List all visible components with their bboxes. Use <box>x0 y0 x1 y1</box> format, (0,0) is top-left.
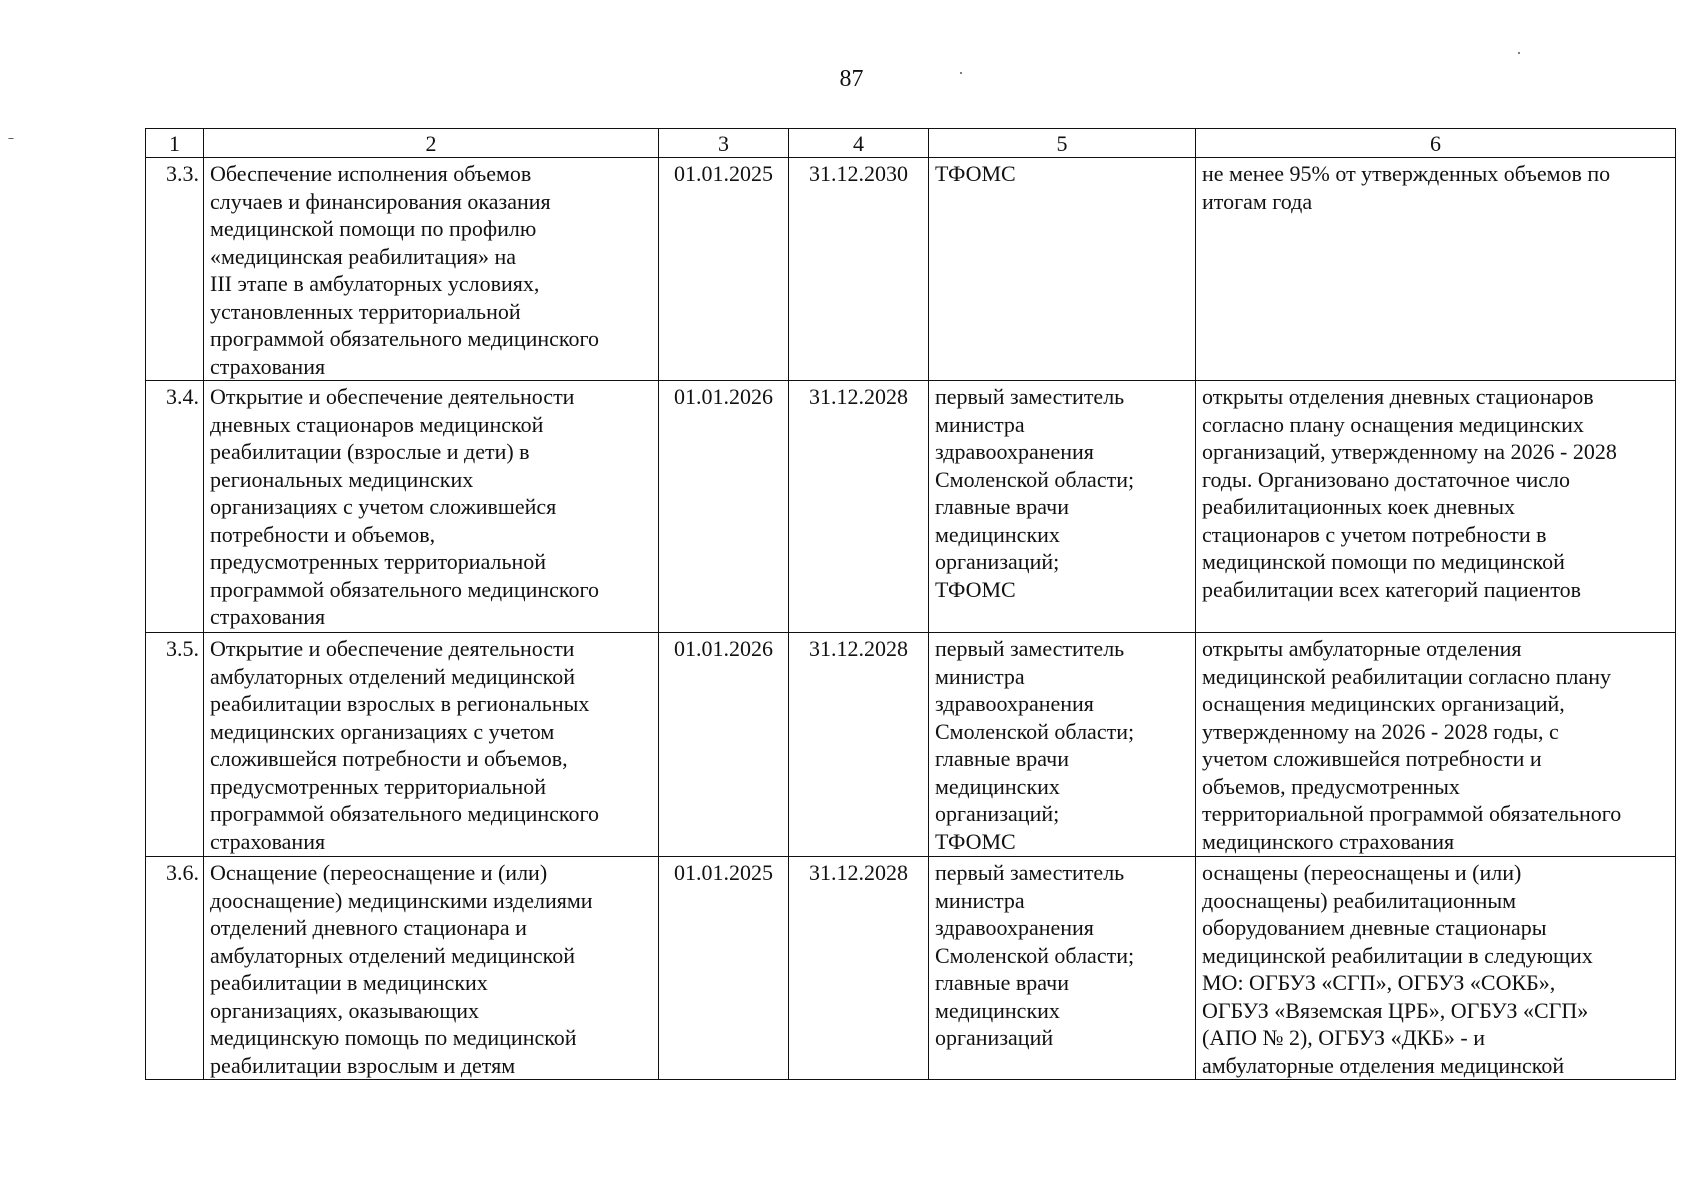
measure-description-line: страхования <box>210 353 326 379</box>
measure-description <box>204 633 659 857</box>
measure-description-line: Открытие и обеспечение деятельности <box>210 636 575 661</box>
measure-description-line: дневных стационаров медицинской <box>210 411 544 437</box>
measure-description-line: предусмотренных территориальной <box>210 773 547 799</box>
start-date: 01.01.2025 <box>659 158 789 381</box>
column-header: 4 <box>789 129 929 158</box>
measure-description-line: реабилитации взрослых в региональных <box>210 691 590 716</box>
measure-description-line: Открытие и обеспечение деятельности <box>210 384 575 409</box>
measure-description-line: региональных медицинских <box>210 466 474 492</box>
row-number: 3.5. <box>146 633 204 857</box>
end-date: 31.12.2028 <box>789 381 929 633</box>
table-row <box>146 857 1676 1080</box>
measure-description-line: медицинских организациях с учетом <box>210 718 555 744</box>
expected-result-line: (АПО № 2), ОГБУЗ «ДКБ» - и <box>1202 1025 1485 1050</box>
scan-speck <box>8 138 14 139</box>
measure-description-line: Оснащение (переоснащение и (или) <box>210 860 548 885</box>
responsible-parties-line: министра <box>935 411 1025 437</box>
expected-result <box>1196 633 1676 857</box>
table-header-row <box>146 129 1676 158</box>
responsible-parties-line: Смоленской области; <box>935 942 1135 968</box>
column-header: 6 <box>1196 129 1676 158</box>
responsible-parties-line: организаций; <box>935 549 1060 574</box>
responsible-parties-line: медицинских <box>935 773 1060 799</box>
expected-result-line: утвержденному на 2026 - 2028 годы, с <box>1202 718 1559 744</box>
measure-description-line: реабилитации (взрослые и дети) в <box>210 439 530 464</box>
responsible-parties-line: первый заместитель <box>935 636 1125 661</box>
expected-result-line: ОГБУЗ «Вяземская ЦРБ», ОГБУЗ «СГП» <box>1202 997 1589 1023</box>
end-date: 31.12.2028 <box>789 857 929 1080</box>
measure-description-line: страхования <box>210 604 326 629</box>
measure-description-line: программой обязательного медицинского <box>210 801 599 826</box>
measure-description-line: реабилитации взрослым и детям <box>210 1052 516 1078</box>
expected-result-line: территориальной программой обязательного <box>1202 801 1622 826</box>
expected-result-line: учетом сложившейся потребности и <box>1202 746 1542 771</box>
start-date: 01.01.2025 <box>659 857 789 1080</box>
responsible-parties-line: здравоохранения <box>935 439 1094 464</box>
column-header: 5 <box>929 129 1196 158</box>
expected-result-line: реабилитации всех категорий пациентов <box>1202 576 1582 602</box>
end-date: 31.12.2028 <box>789 633 929 857</box>
measure-description-line: сложившейся потребности и объемов, <box>210 746 568 771</box>
measure-description-line: программой обязательного медицинского <box>210 576 599 602</box>
responsible-parties-line: организаций <box>935 1025 1054 1050</box>
expected-result-line: МО: ОГБУЗ «СГП», ОГБУЗ «СОКБ», <box>1202 970 1556 995</box>
expected-result-line: амбулаторные отделения медицинской <box>1202 1052 1565 1078</box>
responsible-parties <box>929 857 1196 1080</box>
expected-result-line: не менее 95% от утвержденных объемов по <box>1202 161 1611 186</box>
responsible-parties <box>929 381 1196 633</box>
measure-description-line: организациях с учетом сложившейся <box>210 494 557 519</box>
responsible-parties-line: первый заместитель <box>935 860 1125 885</box>
expected-result <box>1196 381 1676 633</box>
table-row <box>146 633 1676 857</box>
expected-result-line: реабилитационных коек дневных <box>1202 494 1516 519</box>
measure-description <box>204 857 659 1080</box>
expected-result-line: объемов, предусмотренных <box>1202 773 1460 799</box>
measure-description-line: амбулаторных отделений медицинской <box>210 942 575 968</box>
responsible-parties-line: медицинских <box>935 521 1060 547</box>
responsible-parties-line: ТФОМС <box>935 828 1016 854</box>
column-header: 3 <box>659 129 789 158</box>
measure-description-line: амбулаторных отделений медицинской <box>210 663 575 689</box>
measure-description-line: установленных территориальной <box>210 298 521 324</box>
responsible-parties-line: первый заместитель <box>935 384 1125 409</box>
row-number: 3.4. <box>146 381 204 633</box>
measure-description-line: случаев и финансирования оказания <box>210 188 551 214</box>
table-row <box>146 381 1676 633</box>
expected-result-line: согласно плану оснащения медицинских <box>1202 411 1584 437</box>
measure-description-line: программой обязательного медицинского <box>210 326 599 351</box>
measure-description-line: реабилитации в медицинских <box>210 970 488 995</box>
responsible-parties-line: главные врачи <box>935 970 1069 995</box>
expected-result-line: дооснащены) реабилитационным <box>1202 887 1517 913</box>
measure-description-line: страхования <box>210 828 326 854</box>
measure-description <box>204 158 659 381</box>
end-date: 31.12.2030 <box>789 158 929 381</box>
measure-description-line: предусмотренных территориальной <box>210 549 547 574</box>
expected-result-line: открыты отделения дневных стационаров <box>1202 384 1594 409</box>
column-header: 1 <box>146 129 204 158</box>
measures-table <box>145 128 1676 1080</box>
expected-result-line: медицинского страхования <box>1202 828 1455 854</box>
expected-result-line: медицинской помощи по медицинской <box>1202 549 1565 574</box>
responsible-parties <box>929 158 1196 381</box>
responsible-parties-line: здравоохранения <box>935 915 1094 940</box>
expected-result <box>1196 857 1676 1080</box>
responsible-parties-line: главные врачи <box>935 494 1069 519</box>
responsible-parties-line: министра <box>935 887 1025 913</box>
measure-description-line: Обеспечение исполнения объемов <box>210 161 532 186</box>
measure-description-line: «медицинская реабилитация» на <box>210 243 517 269</box>
scan-speck <box>960 72 962 74</box>
responsible-parties-line: организаций; <box>935 801 1060 826</box>
measure-description-line: потребности и объемов, <box>210 521 436 547</box>
expected-result-line: оснащения медицинских организаций, <box>1202 691 1565 716</box>
measure-description-line: отделений дневного стационара и <box>210 915 527 940</box>
measure-description-line: III этапе в амбулаторных условиях, <box>210 271 540 296</box>
measure-description-line: медицинскую помощь по медицинской <box>210 1025 577 1050</box>
table-row <box>146 158 1676 381</box>
column-header: 2 <box>204 129 659 158</box>
expected-result-line: годы. Организовано достаточное число <box>1202 466 1571 492</box>
page-number: 87 <box>839 66 864 92</box>
responsible-parties-line: ТФОМС <box>935 576 1016 602</box>
expected-result-line: медицинской реабилитации в следующих <box>1202 942 1593 968</box>
measure-description-line: дооснащение) медицинскими изделиями <box>210 887 593 913</box>
measure-description-line: организациях, оказывающих <box>210 997 480 1023</box>
expected-result-line: итогам года <box>1202 188 1313 214</box>
expected-result-line: оснащены (переоснащены и (или) <box>1202 860 1522 885</box>
measure-description-line: медицинской помощи по профилю <box>210 216 537 241</box>
expected-result-line: оборудованием дневные стационары <box>1202 915 1547 940</box>
responsible-parties-line: Смоленской области; <box>935 718 1135 744</box>
row-number: 3.3. <box>146 158 204 381</box>
row-number: 3.6. <box>146 857 204 1080</box>
start-date: 01.01.2026 <box>659 633 789 857</box>
expected-result-line: стационаров с учетом потребности в <box>1202 521 1547 547</box>
responsible-parties-line: министра <box>935 663 1025 689</box>
responsible-parties-line: Смоленской области; <box>935 466 1135 492</box>
expected-result <box>1196 158 1676 381</box>
responsible-parties <box>929 633 1196 857</box>
start-date: 01.01.2026 <box>659 381 789 633</box>
scan-speck <box>1518 52 1520 54</box>
expected-result-line: открыты амбулаторные отделения <box>1202 636 1522 661</box>
responsible-parties-line: здравоохранения <box>935 691 1094 716</box>
measure-description <box>204 381 659 633</box>
expected-result-line: организаций, утвержденному на 2026 - 2028 <box>1202 439 1617 464</box>
responsible-parties-line: медицинских <box>935 997 1060 1023</box>
responsible-parties-line: главные врачи <box>935 746 1069 771</box>
responsible-parties-line: ТФОМС <box>935 161 1016 186</box>
expected-result-line: медицинской реабилитации согласно плану <box>1202 663 1612 689</box>
